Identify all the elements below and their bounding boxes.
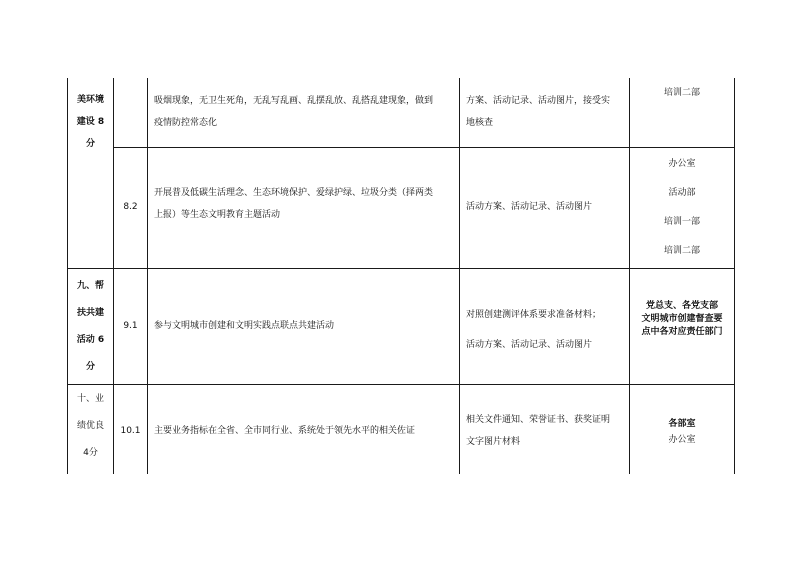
column-divider-3 bbox=[459, 78, 460, 474]
category-line: 九、帮 bbox=[76, 281, 104, 291]
item-number-9-1: 9.1 bbox=[123, 321, 138, 331]
category-cell-environment bbox=[68, 89, 113, 155]
material-line: 对照创建测评体系要求准备材料； bbox=[466, 310, 602, 320]
content-line: 吸烟现象，无卫生死角，无乱写乱画、乱摆乱放、乱搭乱建现象，做到 bbox=[154, 96, 434, 106]
content-line: 疫情防控常态化 bbox=[154, 118, 218, 128]
material-line: 方案、活动记录、活动图片，接受实 bbox=[466, 96, 611, 106]
category-line: 活动 6 bbox=[76, 335, 105, 345]
category-line: 绩优良 bbox=[76, 421, 104, 431]
row-divider-3 bbox=[67, 384, 735, 385]
material-line: 地核查 bbox=[466, 118, 494, 128]
dept-line: 文明城市创建督查要 bbox=[641, 314, 723, 324]
dept-cell bbox=[630, 82, 734, 104]
material-cell bbox=[466, 196, 626, 218]
dept-cell bbox=[630, 150, 734, 266]
dept-line: 各部室 bbox=[668, 419, 696, 429]
material-line: 文字图片材料 bbox=[466, 437, 521, 447]
column-divider-1 bbox=[113, 78, 114, 474]
content-cell bbox=[154, 315, 454, 337]
content-line: 主要业务指标在全省、全市同行业、系统处于领先水平的相关佐证 bbox=[154, 426, 416, 436]
column-divider-4 bbox=[629, 78, 630, 474]
category-line: 分 bbox=[85, 362, 95, 372]
content-line: 上报）等生态文明教育主题活动 bbox=[154, 210, 281, 220]
material-line: 活动方案、活动记录、活动图片 bbox=[466, 340, 593, 350]
item-number-8-2: 8.2 bbox=[123, 202, 138, 212]
category-line: 分 bbox=[85, 139, 95, 149]
category-line: 扶共建 bbox=[76, 308, 104, 318]
category-cell-assistance bbox=[68, 273, 113, 381]
item-number-10-1: 10.1 bbox=[120, 426, 141, 436]
dept-line: 培训二部 bbox=[663, 246, 700, 256]
category-line: 4分 bbox=[83, 448, 98, 458]
dept-line: 培训一部 bbox=[663, 217, 700, 227]
row-divider-1a bbox=[113, 147, 735, 148]
table-border-right bbox=[734, 78, 735, 474]
category-line: 建设 8 bbox=[76, 117, 105, 127]
content-line: 开展普及低碳生活理念、生态环境保护、爱绿护绿、垃圾分类（择两类 bbox=[154, 188, 434, 198]
row-divider-2 bbox=[67, 268, 735, 269]
dept-cell bbox=[630, 300, 734, 339]
category-cell-performance bbox=[68, 386, 113, 467]
dept-line: 培训二部 bbox=[663, 88, 700, 98]
material-cell bbox=[466, 90, 626, 134]
dept-line: 办公室 bbox=[668, 435, 696, 445]
material-cell bbox=[466, 300, 626, 360]
dept-cell bbox=[630, 416, 734, 448]
content-cell bbox=[154, 420, 454, 442]
content-cell bbox=[154, 182, 454, 226]
material-line: 相关文件通知、荣誉证书、获奖证明 bbox=[466, 415, 611, 425]
dept-line: 党总支、各党支部 bbox=[645, 301, 718, 311]
content-cell bbox=[154, 90, 454, 134]
dept-line: 点中各对应责任部门 bbox=[641, 327, 723, 337]
material-line: 活动方案、活动记录、活动图片 bbox=[466, 202, 593, 212]
category-line: 十、业 bbox=[76, 394, 104, 404]
dept-line: 办公室 bbox=[668, 159, 696, 169]
category-line: 美环境 bbox=[76, 95, 104, 105]
dept-line: 活动部 bbox=[668, 188, 696, 198]
material-cell bbox=[466, 409, 626, 453]
content-line: 参与文明城市创建和文明实践点联点共建活动 bbox=[154, 321, 335, 331]
column-divider-2 bbox=[147, 78, 148, 474]
